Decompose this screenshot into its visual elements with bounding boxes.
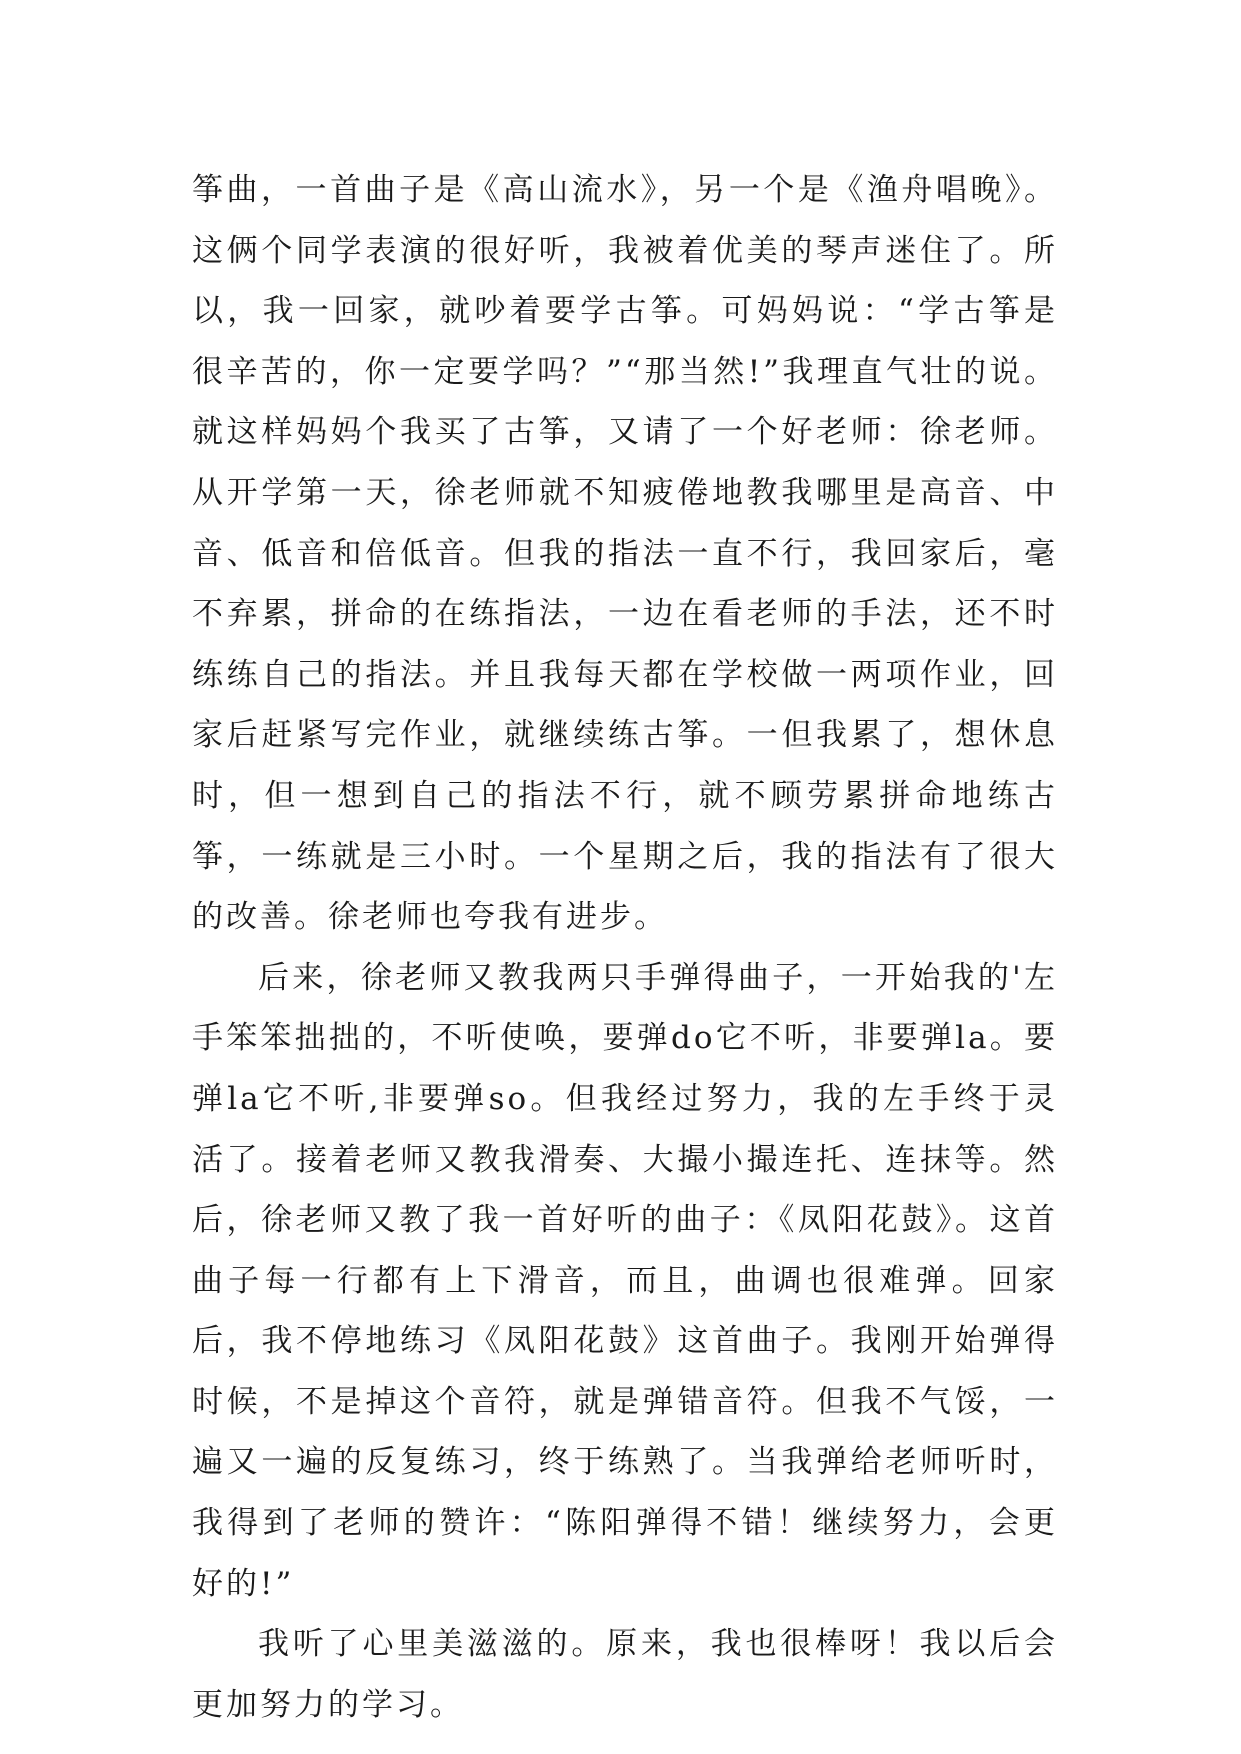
paragraph-3: 我听了心里美滋滋的。原来，我也很棒呀！我以后会更加努力的学习。 bbox=[192, 1626, 1058, 1723]
document-page bbox=[192, 160, 1058, 1735]
paragraph-1: 筝曲，一首曲子是《高山流水》，另一个是《渔舟唱晚》。这俩个同学表演的很好听，我被着优美的琴声迷住了。所以，我一回家，就吵着要学古筝。可妈妈说：“学古筝是很辛苦的，你一定要学吗？”“那当然!”我理直气壮的说。就这样妈妈个我买了古筝，又请了一个好老师：徐老师。从开学第一天，徐老师就不知疲倦地教我哪里是高音、中音、低音和倍低音。但我的指法一直不行，我回家后，毫不弃累，拼命的在练指法，一边在看老师的手法，还不时练练自己的指法。并且我每天都在学校做一两项作业，回家后赶紧写完作业，就继续练古筝。一但我累了，想休息时，但一想到自己的指法不行，就不顾劳累拼命地练古筝，一练就是三小时。一个星期之后，我的指法有了很大的改善。徐老师也夸我有进步。 bbox=[192, 172, 1058, 936]
paragraph-2: 后来，徐老师又教我两只手弹得曲子，一开始我的'左手笨笨拙拙的，不听使唤，要弹do它不听，非要弹la。要弹la它不听,非要弹so。但我经过努力，我的左手终于灵活了。接着老师又教我滑奏、大撮小撮连托、连抹等。然后，徐老师又教了我一首好听的曲子：《凤阳花鼓》。这首曲子每一行都有上下滑音，而且，曲调也很难弹。回家后，我不停地练习《凤阳花鼓》这首曲子。我刚开始弹得时候，不是掉这个音符，就是弹错音符。但我不气馁，一遍又一遍的反复练习，终于练熟了。当我弹给老师听时，我得到了老师的赞许：“陈阳弹得不错！继续努力，会更好的!” bbox=[192, 959, 1058, 1602]
